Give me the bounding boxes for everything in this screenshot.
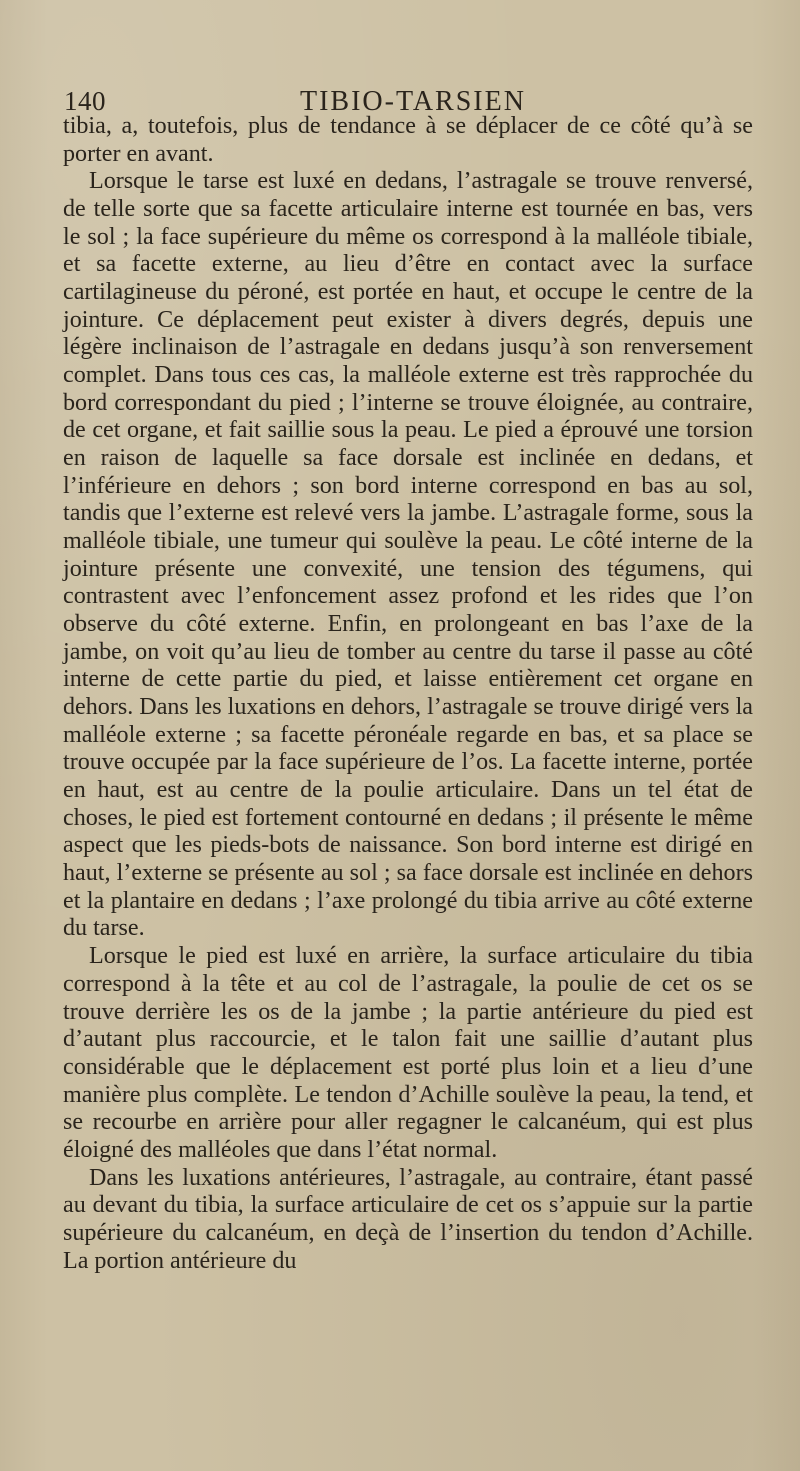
paragraph-anterior-luxations: Dans les luxations antérieures, l’astragale, au contraire, étant passé au devant du tibia, la surface articulaire de cet os s’appuie sur la partie supérieure du calcanéum, en deçà de l’insertion du tendon d’Achille. La portion antérieure du [63,1164,753,1274]
running-head: TIBIO-TARSIEN [300,86,526,117]
paragraph-continuation: tibia, a, toutefois, plus de tendance à se déplacer de ce côté qu’à se porter en avant. [63,113,753,167]
paragraph-lateral-luxations: Lorsque le tarse est luxé en dedans, l’astragale se trouve renversé, de telle sorte que sa facette articulaire interne est tournée en bas, vers le sol ; la face supérieure du même os correspond à la malléole tibiale, et sa facette externe, au lieu d’être en contact avec la surface cartilagineuse du péroné, est portée en haut, et occupe le centre de la jointure. Ce déplacement peut exister à divers degrés, depuis une légère inclinaison de l’astragale en dedans jusqu’à son renversement complet. Dans tous ces cas, la malléole externe est très rapprochée du bord correspondant du pied ; l’interne se trouve éloignée, au contraire, de cet organe, et fait saillie sous la peau. Le pied a éprouvé une torsion en raison de laquelle sa face dorsale est inclinée en dedans, et l’inférieure en dehors ; son bord interne correspond en bas au sol, tandis que l’externe est relevé vers la jambe. L’astragale forme, sous la malléole tibiale, une tumeur qui soulève la peau. Le côté interne de la jointure présente une convexité, une tension des tégumens, qui contrastent avec l’enfoncement assez profond et les rides que l’on observe du côté externe. Enfin, en prolongeant en bas l’axe de la jambe, on voit qu’au lieu de tomber au centre du tarse il passe au côté interne de cette partie du pied, et laisse entièrement cet organe en dehors. Dans les luxations en dehors, l’astragale se trouve dirigé vers la malléole externe ; sa facette péronéale regarde en bas, et sa place se trouve occupée par la face supérieure de l’os. La facette interne, portée en haut, est au centre de la poulie articulaire. Dans un tel état de choses, le pied est fortement contourné en dedans ; il présente le même aspect que les pieds-bots de naissance. Son bord interne est dirigé en haut, l’externe se présente au sol ; sa face dorsale est inclinée en dehors et la plantaire en dedans ; l’axe prolongé du tibia arrive au côté externe du tarse. [63,168,753,942]
page-number: 140 [64,86,106,116]
body-text [63,113,753,1275]
paragraph-posterior-luxation: Lorsque le pied est luxé en arrière, la surface articulaire du tibia correspond à la tête et au col de l’astragale, la poulie de cet os se trouve derrière les os de la jambe ; la partie antérieure du pied est d’autant plus raccourcie, et le talon fait une saillie d’autant plus considérable que le déplacement est porté plus loin et a lieu d’une manière plus complète. Le tendon d’Achille soulève la peau, la tend, et se recourbe en arrière pour aller regagner le calcanéum, qui est plus éloigné des malléoles que dans l’état normal. [63,943,753,1163]
